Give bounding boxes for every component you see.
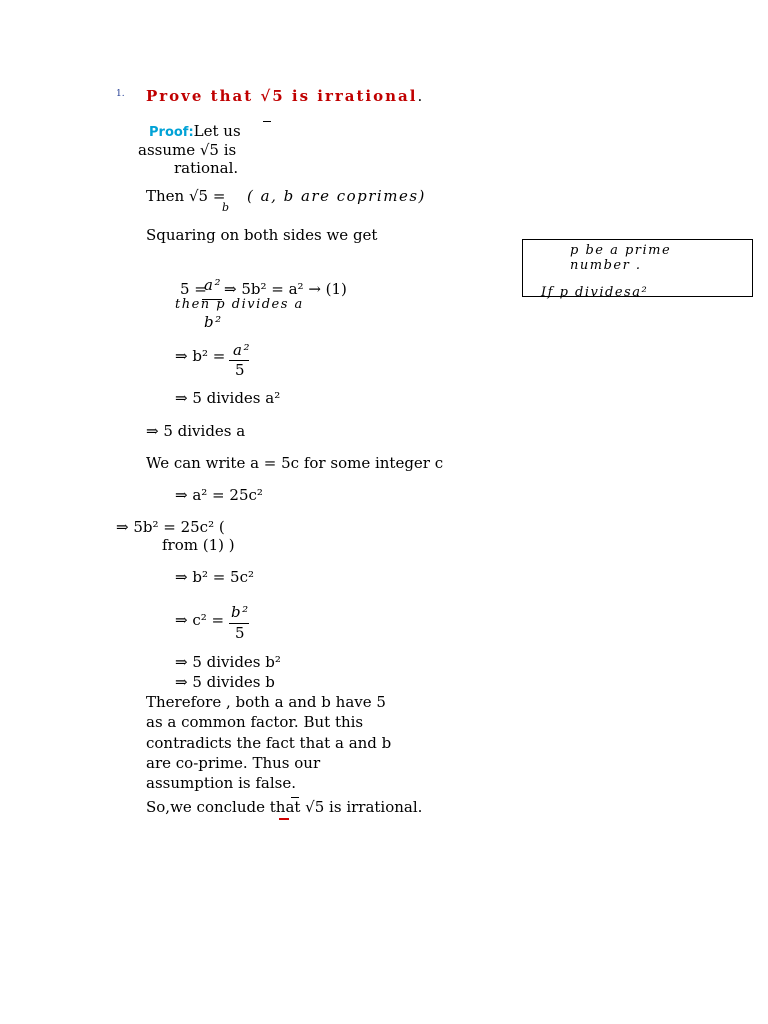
then-statement: Then √5 = xyxy=(146,187,226,205)
question-number: 1. xyxy=(116,89,125,99)
eq1-right: ⇒ 5b² = a² → (1) xyxy=(224,280,347,298)
step-5-divides-b-squared: ⇒ 5 divides b² xyxy=(175,653,281,671)
eq2-left: ⇒ b² = xyxy=(175,347,226,365)
question-title xyxy=(146,88,422,105)
proof-assume-2: assume √5 is xyxy=(138,141,237,159)
therefore-line-4: are co-prime. Thus our xyxy=(146,754,321,772)
eq3-line-2: from (1) ) xyxy=(162,536,235,554)
side-note-box xyxy=(522,239,753,300)
therefore-line-5: assumption is false. xyxy=(146,774,297,792)
then-fraction-denominator: b xyxy=(222,201,231,214)
squaring-statement: Squaring on both sides we get xyxy=(146,226,378,244)
overline-mark xyxy=(263,121,271,122)
eq1-denominator: b² xyxy=(204,313,223,331)
step-5-divides-a: ⇒ 5 divides a xyxy=(146,422,246,440)
note-line-2: number . xyxy=(570,258,642,273)
question-title-text: Prove that √5 is irrational xyxy=(146,87,418,105)
note-line-3: If p dividesa² xyxy=(541,285,649,300)
proof-label: Proof: xyxy=(149,125,194,140)
eq1-numerator: a² xyxy=(204,276,222,294)
therefore-line-2: as a common factor. But this xyxy=(146,713,364,731)
question-title-period: . xyxy=(417,87,423,105)
write-a-statement: We can write a = 5c for some integer c xyxy=(146,454,444,472)
note-line-1: p be a prime xyxy=(570,243,672,258)
eq3-line-1: ⇒ 5b² = 25c² ( xyxy=(116,518,225,536)
eq4-denominator: 5 xyxy=(235,624,245,642)
eq1-left: 5 = xyxy=(180,280,207,298)
proof-assume-1: Let us xyxy=(193,122,241,140)
spellcheck-underline-mark xyxy=(279,818,289,820)
b-squared-5c-squared: ⇒ b² = 5c² xyxy=(175,568,255,586)
eq2-numerator: a² xyxy=(233,341,251,359)
therefore-line-1: Therefore , both a and b have 5 xyxy=(146,693,386,711)
eq4-numerator: b² xyxy=(231,603,250,621)
then-coprime-note: ( a, b are coprimes) xyxy=(247,187,426,205)
a-squared-25c-squared: ⇒ a² = 25c² xyxy=(175,486,263,504)
proof-intro-line-1 xyxy=(149,123,241,141)
proof-assume-3: rational. xyxy=(174,159,239,177)
therefore-line-3: contradicts the fact that a and b xyxy=(146,734,392,752)
eq4-left: ⇒ c² = xyxy=(175,611,225,629)
step-5-divides-a-squared: ⇒ 5 divides a² xyxy=(175,389,281,407)
eq1-note: then p divides a xyxy=(175,297,304,312)
eq2-denominator: 5 xyxy=(235,361,245,379)
step-5-divides-b: ⇒ 5 divides b xyxy=(175,673,275,691)
conclusion-statement: So,we conclude that √5 is irrational. xyxy=(146,798,423,816)
